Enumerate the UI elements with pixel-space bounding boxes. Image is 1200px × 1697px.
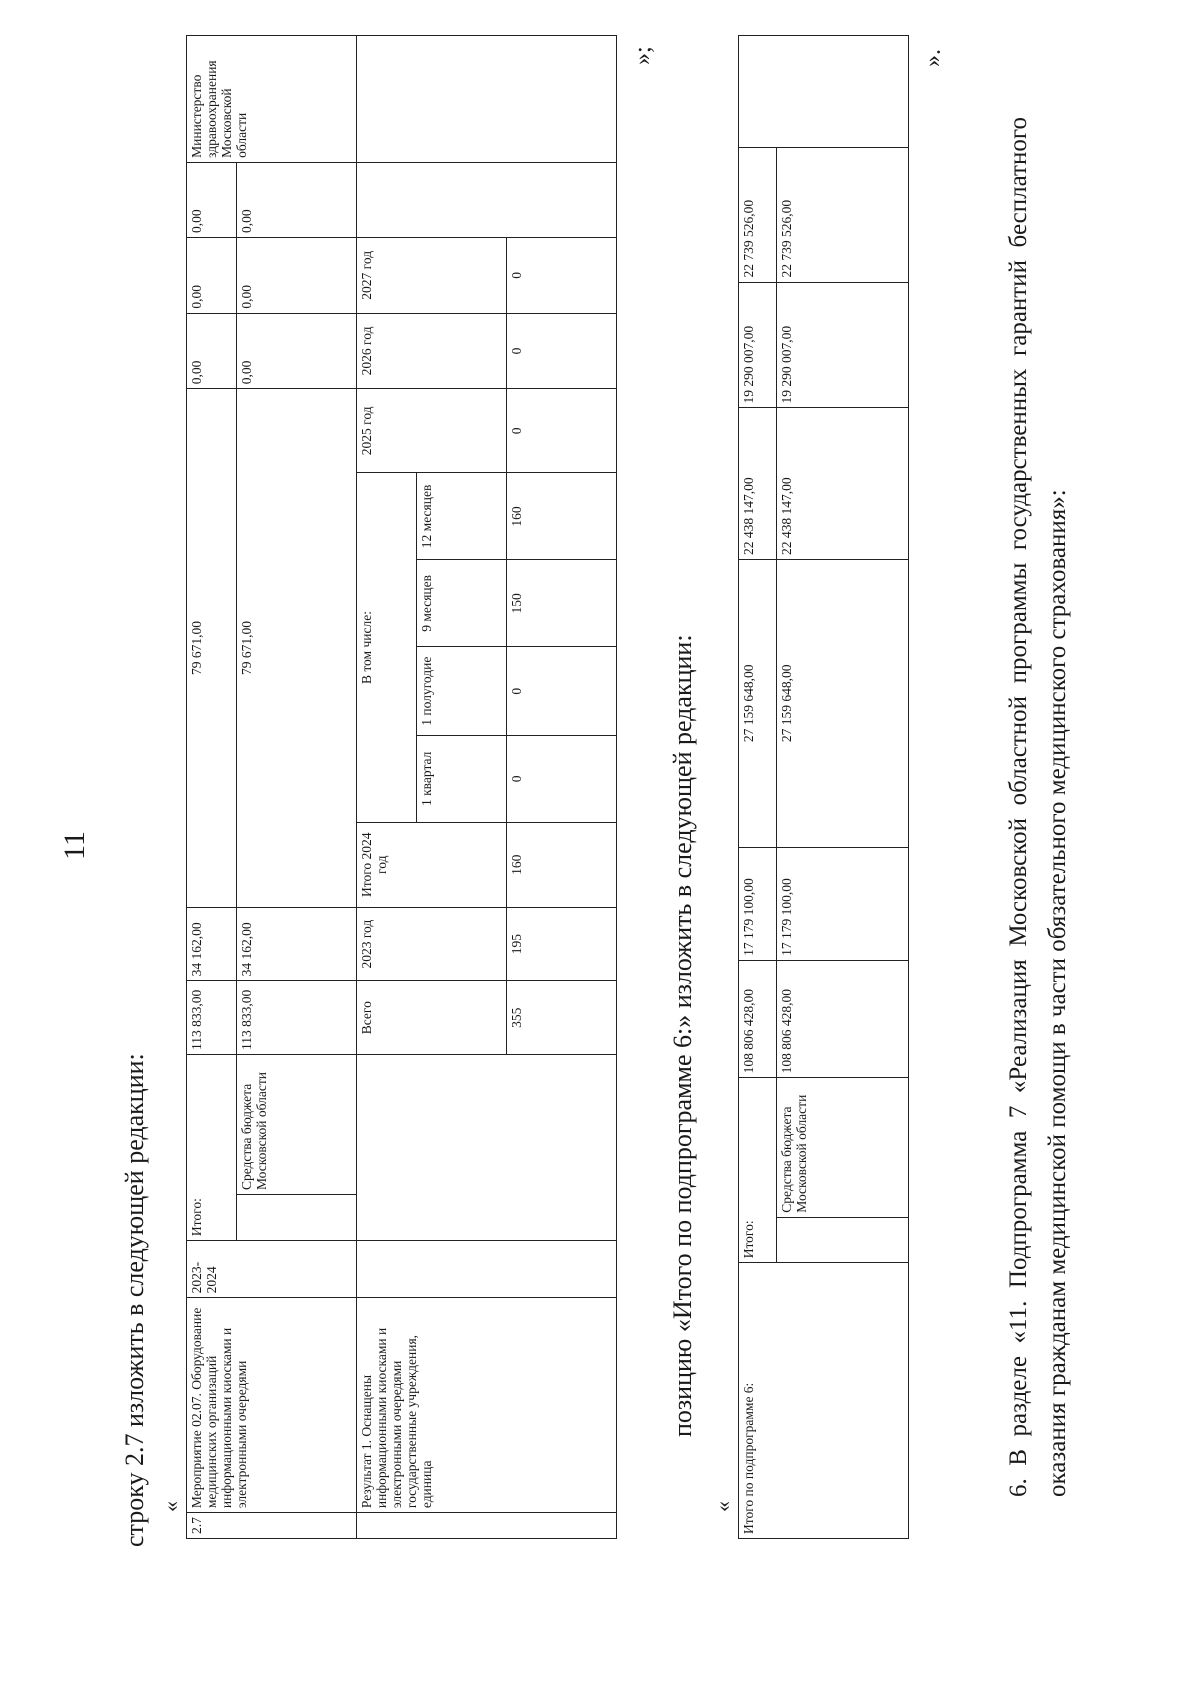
src-2026-cell: 0,00 (237, 238, 357, 314)
y2026-value-cell: 0,00 (187, 238, 237, 314)
header-2023-cell: 2023 год (357, 907, 507, 981)
subprogram-total-table (738, 35, 909, 1539)
activity-name-cell: Мероприятие 02.07. Оборудование медицинских организаций информационными киосками и электронными очередями (187, 1298, 357, 1513)
src-2024-cell: 27 159 648,00 (777, 560, 909, 848)
section-6-paragraph: 6. В разделе «11. Подпрограмма 7 «Реализация Московской областной программы государственных гарантий бесплатного оказания гражданам медицинской помощи в части обязательного медицинского страхования»: (1005, 117, 1071, 1497)
blank-cell (357, 1241, 617, 1298)
period-cell: 2023-2024 (187, 1241, 357, 1298)
header-itogo-2024-cell: Итого 2024 год (357, 822, 507, 907)
y2026-value-cell: 19 290 007,00 (739, 282, 777, 408)
total-value-cell: 108 806 428,00 (739, 960, 777, 1077)
quote-open-2: « (710, 1501, 735, 1512)
blank-cell (357, 1054, 617, 1240)
y2024-value-cell: 79 671,00 (187, 389, 237, 908)
value-2026-cell: 0 (507, 313, 617, 389)
header-2027-cell: 2027 год (357, 238, 507, 314)
value-2023-cell: 195 (507, 907, 617, 981)
src-total-cell: 113 833,00 (237, 981, 357, 1055)
header-2025-cell: 2025 год (357, 389, 507, 473)
src-2024-cell: 79 671,00 (237, 389, 357, 908)
quote-close-1: »; (630, 46, 656, 65)
total-value-cell: 113 833,00 (187, 981, 237, 1055)
src-2023-cell: 34 162,00 (237, 907, 357, 981)
page-number: 11 (58, 831, 91, 860)
src-2027-cell: 22 739 526,00 (777, 148, 909, 283)
table-row (357, 36, 417, 1539)
src-2027-cell: 0,00 (237, 162, 357, 237)
result-label-cell: Результат 1. Оснащены информационными киосками и электронными очередями государственные учреждения, единица (357, 1298, 617, 1513)
responsible-cell: Министерство здравоохранения Московской области (187, 36, 357, 163)
value-q1-cell: 0 (507, 736, 617, 823)
instruction-line-1: строку 2.7 изложить в следующей редакции: (120, 1053, 149, 1547)
src-2025-cell: 0,00 (237, 313, 357, 389)
instruction-line-2: позицию «Итого по подпрограмме 6:» изложить в следующей редакции: (668, 634, 697, 1437)
value-2024-cell: 160 (507, 822, 617, 907)
header-12m-cell: 12 месяцев (417, 473, 507, 560)
value-9m-cell: 150 (507, 560, 617, 647)
header-9m-cell: 9 месяцев (417, 560, 507, 647)
table-row (187, 36, 237, 1539)
value-2027-cell: 0 (507, 238, 617, 314)
src-2023-cell: 17 179 100,00 (777, 847, 909, 960)
source-label-cell: Средства бюджета Московской области (777, 1078, 909, 1217)
subprogram-label-cell: Итого по подпрограмме 6: (739, 1263, 909, 1539)
value-h1-cell: 0 (507, 647, 617, 736)
y2024-value-cell: 27 159 648,00 (739, 560, 777, 848)
blank-cell (739, 36, 909, 148)
total-label-cell: Итого: (187, 1054, 237, 1240)
header-h1-cell: 1 полугодие (417, 647, 507, 736)
header-q1-cell: 1 квартал (417, 736, 507, 823)
src-total-cell: 108 806 428,00 (777, 960, 909, 1077)
blank-cell (777, 1217, 909, 1263)
value-12m-cell: 160 (507, 473, 617, 560)
blank-cell (237, 1195, 357, 1241)
activity-table (186, 35, 617, 1539)
source-label-cell: Средства бюджета Московской области (237, 1054, 357, 1194)
quote-open-1: « (158, 1501, 183, 1512)
row-number-cell: 2.7 (187, 1513, 357, 1539)
y2027-value-cell: 22 739 526,00 (739, 148, 777, 283)
y2027-value-cell: 0,00 (187, 162, 237, 237)
value-total-cell: 355 (507, 981, 617, 1055)
y2025-value-cell: 0,00 (187, 313, 237, 389)
header-total-cell: Всего (357, 981, 507, 1055)
table-row (739, 36, 777, 1539)
src-2025-cell: 22 438 147,00 (777, 408, 909, 560)
blank-cell (357, 162, 617, 237)
total-label-cell: Итого: (739, 1078, 777, 1263)
value-2025-cell: 0 (507, 389, 617, 473)
blank-cell (357, 1513, 617, 1539)
header-2026-cell: 2026 год (357, 313, 507, 389)
quote-close-2: ». (920, 49, 946, 67)
y2025-value-cell: 22 438 147,00 (739, 408, 777, 560)
y2023-value-cell: 34 162,00 (187, 907, 237, 981)
y2023-value-cell: 17 179 100,00 (739, 847, 777, 960)
src-2026-cell: 19 290 007,00 (777, 282, 909, 408)
header-including-cell: В том числе: (357, 473, 417, 822)
